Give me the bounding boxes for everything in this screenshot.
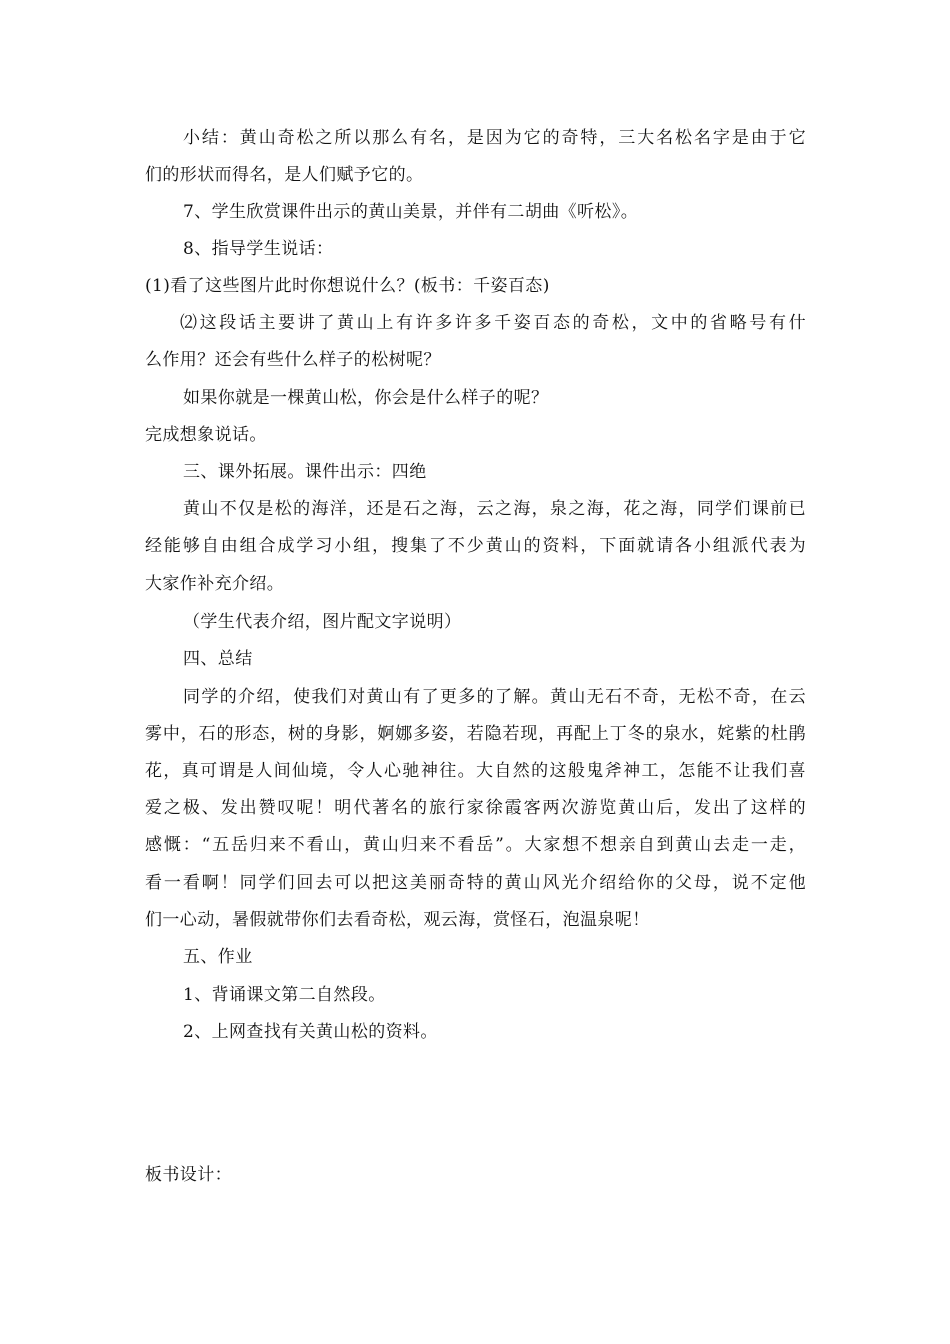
step-8-heading: 8、指导学生说话： [183,239,334,259]
summary-paragraph-line-4: 爱之极、发出赞叹呢！明代著名的旅行家徐霞客两次游览黄山后，发出了这样的 [145,798,806,818]
question-2-line-1: ⑵这段话主要讲了黄山上有许多许多千姿百态的奇松，文中的省略号有什 [180,313,806,333]
question-1: (1)看了这些图片此时你想说什么？(板书：千姿百态) [145,276,550,296]
imagine-prompt: 如果你就是一棵黄山松，你会是什么样子的呢？ [183,388,549,408]
imagine-task: 完成想象说话。 [145,425,267,445]
step-7-text: 7、学生欣赏课件出示的黄山美景，并伴有二胡曲《听松》。 [183,202,639,222]
extension-line-1: 黄山不仅是松的海洋，还是石之海，云之海，泉之海，花之海，同学们课前已 [183,499,806,519]
section-4-heading: 四、总结 [183,649,253,669]
extension-line-3: 大家作补充介绍。 [145,574,285,594]
homework-2: 2、上网查找有关黄山松的资料。 [183,1022,438,1042]
summary-paragraph-line-2: 雾中，石的形态，树的身影，婀娜多姿，若隐若现，再配上丁冬的泉水，姹紫的杜鹃 [145,724,806,744]
homework-1: 1、背诵课文第二自然段。 [183,985,386,1005]
summary-paragraph-line-6: 看一看啊！同学们回去可以把这美丽奇特的黄山风光介绍给你的父母，说不定他 [145,873,806,893]
question-2-line-2: 么作用？还会有些什么样子的松树呢？ [145,350,441,370]
summary-paragraph-line-5: 感慨：“五岳归来不看山，黄山归来不看岳”。大家想不想亲自到黄山去走一走， [145,835,806,855]
summary-paragraph-line-1: 同学的介绍，使我们对黄山有了更多的了解。黄山无石不奇，无松不奇，在云 [183,687,806,707]
student-intro-note: （学生代表介绍，图片配文字说明） [183,612,462,632]
summary-line-1: 小结：黄山奇松之所以那么有名，是因为它的奇特，三大名松名字是由于它 [183,128,806,148]
section-3-heading: 三、课外拓展。课件出示：四绝 [183,462,427,482]
summary-paragraph-line-7: 们一心动，暑假就带你们去看奇松，观云海，赏怪石，泡温泉呢！ [145,910,650,930]
summary-line-2: 们的形状而得名，是人们赋予它的。 [145,165,424,185]
blackboard-design-label: 板书设计： [145,1165,232,1185]
extension-line-2: 经能够自由组合成学习小组，搜集了不少黄山的资料，下面就请各小组派代表为 [145,536,806,556]
summary-paragraph-line-3: 花，真可谓是人间仙境，令人心驰神往。大自然的这般鬼斧神工，怎能不让我们喜 [145,761,806,781]
section-5-heading: 五、作业 [183,947,253,967]
